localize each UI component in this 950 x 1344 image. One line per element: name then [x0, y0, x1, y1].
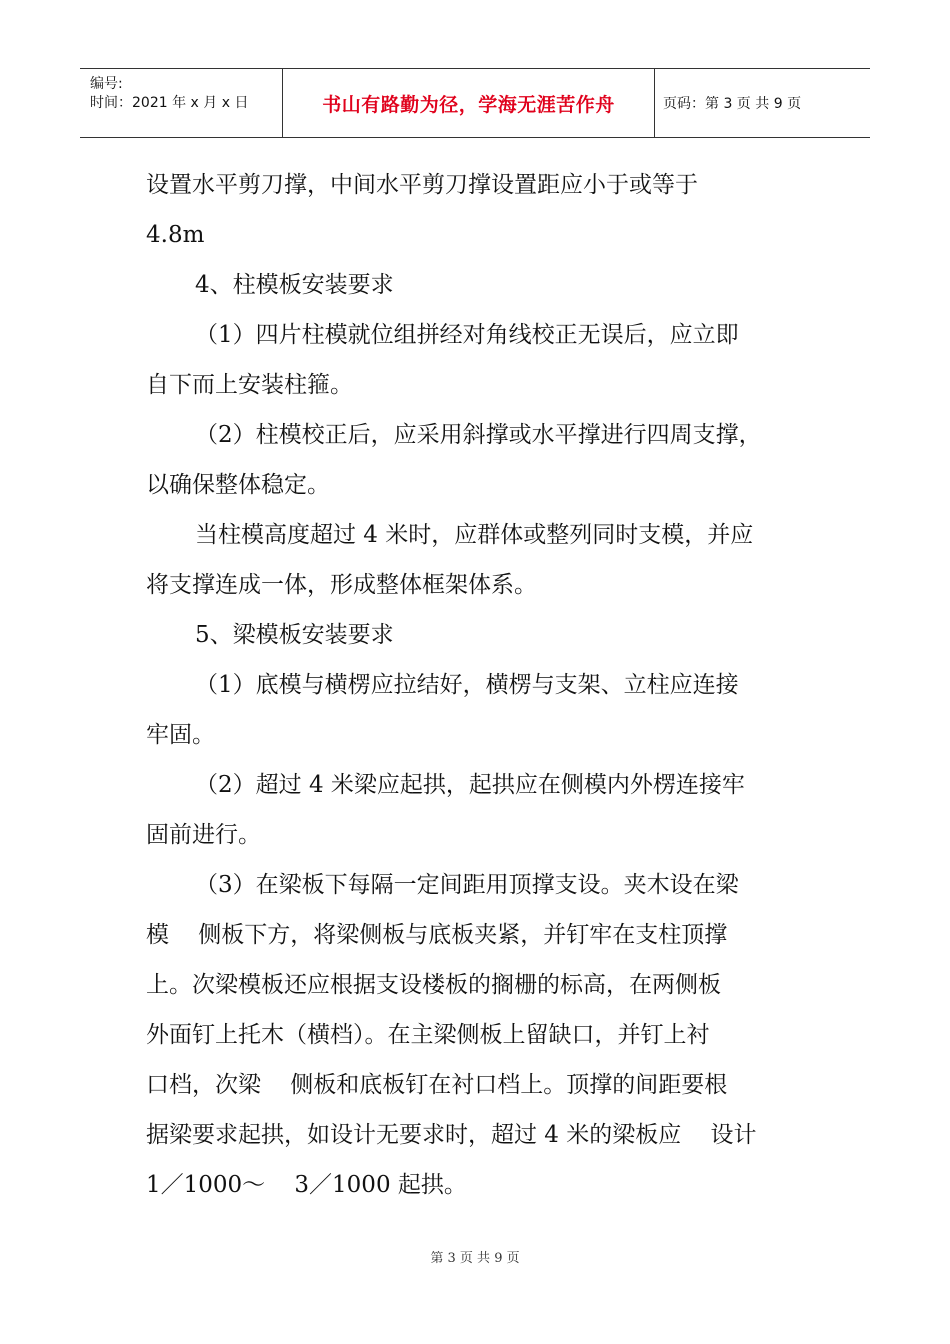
text-line: 上。次梁模板还应根据支设楼板的搁栅的标高，在两侧板 — [146, 972, 721, 998]
number-label: 编号: — [90, 76, 123, 92]
text-line: 据梁要求起拱，如设计无要求时，超过 4 米的梁板应 设计 — [146, 1122, 757, 1148]
text-line: 自下而上安装柱箍。 — [146, 372, 353, 398]
text-line: 模 侧板下方，将梁侧板与底板夹紧，并钉牢在支柱顶撑 — [146, 922, 728, 948]
header-motto: 书山有路勤为径，学海无涯苦作舟 — [322, 93, 615, 116]
text-line: 外面钉上托木（横档）。在主梁侧板上留缺口，并钉上衬 — [146, 1022, 710, 1048]
header-page-info: 页码：第 3 页 共 9 页 — [663, 96, 802, 112]
text-line: 当柱模高度超过 4 米时，应群体或整列同时支模，并应 — [195, 522, 754, 548]
text-line: 牢固。 — [146, 722, 215, 748]
text-line: （1）四片柱模就位组拼经对角线校正无误后，应立即 — [195, 322, 739, 348]
text-line: （2）柱模校正后，应采用斜撑或水平撑进行四周支撑， — [195, 422, 762, 448]
text-line: （1）底模与横楞应拉结好，横楞与支架、立柱应连接 — [195, 672, 739, 698]
text-line: 以确保整体稳定。 — [146, 472, 330, 498]
text-line: 设置水平剪刀撑，中间水平剪刀撑设置距应小于或等于 — [146, 172, 698, 198]
text-line: 口档，次梁 侧板和底板钉在衬口档上。顶撑的间距要根 — [146, 1072, 728, 1098]
section-heading: 5、梁模板安装要求 — [195, 622, 394, 648]
text-line: 4.8m — [146, 222, 205, 248]
text-line: 固前进行。 — [146, 822, 261, 848]
time-label: 时间：2021 年 x 月 x 日 — [90, 95, 249, 111]
section-heading: 4、柱模板安装要求 — [195, 272, 394, 298]
header-divider — [654, 69, 655, 137]
text-line: （2）超过 4 米梁应起拱，起拱应在侧模内外楞连接牢 — [195, 772, 745, 798]
header-table — [80, 68, 870, 138]
header-meta-cell — [80, 69, 282, 137]
text-line: （3）在梁板下每隔一定间距用顶撑支设。夹木设在梁 — [195, 872, 739, 898]
text-line: 1／1000～ 3／1000 起拱。 — [146, 1172, 467, 1198]
page-footer: 第 3 页 共 9 页 — [430, 1251, 520, 1266]
text-line: 将支撑连成一体，形成整体框架体系。 — [146, 572, 537, 598]
